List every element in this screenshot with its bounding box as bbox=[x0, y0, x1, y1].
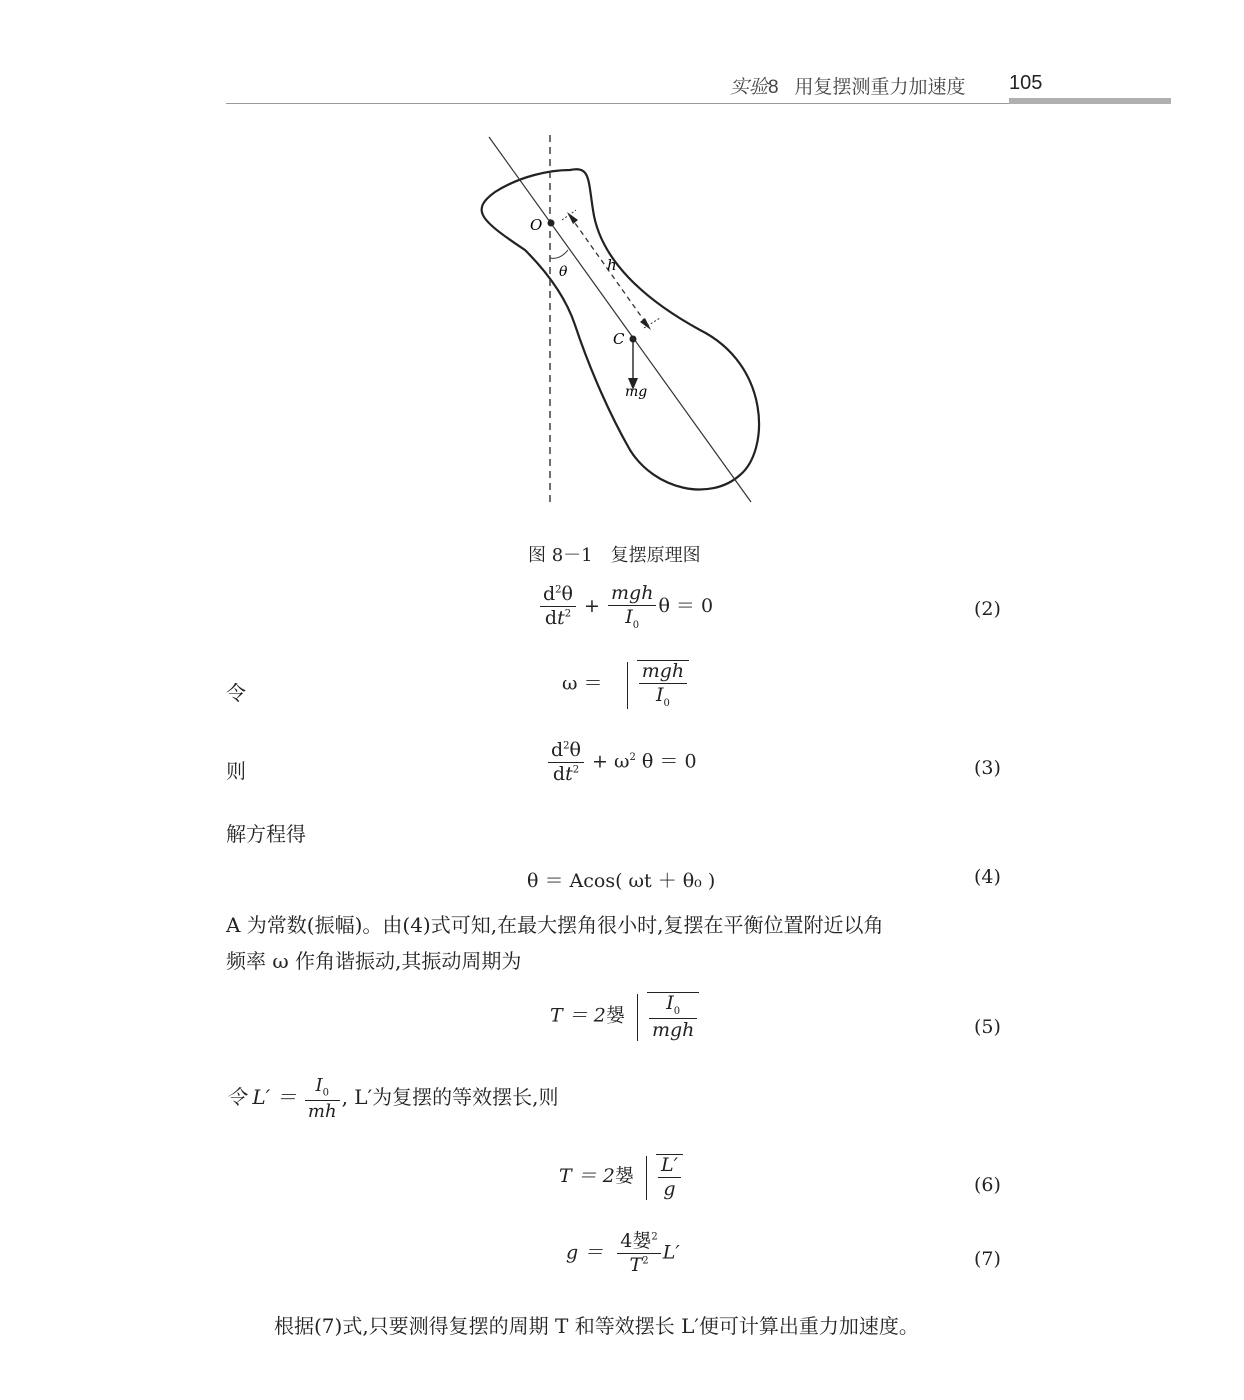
pendulum-axis-line bbox=[489, 137, 751, 502]
header-rule bbox=[226, 103, 1010, 104]
omega-definition bbox=[562, 660, 689, 709]
equation-4-number: (4) bbox=[974, 866, 1001, 888]
eq7-pi: 嫢 bbox=[632, 1230, 652, 1252]
fraction-mgh-I0: $\frac{\text{mgh}}{I_0}$ bbox=[608, 583, 656, 631]
eq5-sqrt bbox=[637, 992, 699, 1041]
equation-6 bbox=[559, 1154, 683, 1200]
equation-5-number: (5) bbox=[974, 1016, 1001, 1038]
eq6-lhs: T ＝ 2 bbox=[559, 1164, 615, 1187]
compound-pendulum-figure bbox=[470, 130, 770, 510]
ling2-suffix: , L′为复摆的等效摆长,则 bbox=[341, 1085, 559, 1110]
paragraph-2: 根据(7)式,只要测得复摆的周期 T 和等效摆长 L′便可计算出重力加速度。 bbox=[274, 1314, 919, 1338]
eq2-tail: θ ＝ 0 bbox=[658, 594, 714, 617]
ling-2-line bbox=[226, 1076, 558, 1121]
equation-2-number: (2) bbox=[974, 598, 1001, 620]
fraction-I0-mh: $\frac{I_0}{mh}$ bbox=[305, 1076, 340, 1121]
omega-sqrt bbox=[627, 660, 689, 709]
equation-2 bbox=[538, 583, 713, 631]
equation-6-number: (6) bbox=[974, 1174, 1001, 1196]
eq5-lhs: T ＝ 2 bbox=[550, 1004, 606, 1027]
label-theta: θ bbox=[559, 264, 568, 280]
page-number: 105 bbox=[1009, 72, 1043, 94]
fraction-mgh-I0-sqrt: $\frac{\text{mgh}}{I_0}$ bbox=[639, 661, 687, 709]
equation-3: $\frac{d^2\theta}{dt^2}$ + $\omega^2$ θ ＝ 0 bbox=[546, 740, 697, 785]
omega-lhs: ω ＝ bbox=[562, 672, 603, 695]
h-arrow-head-bottom bbox=[640, 318, 651, 330]
chapter-title: 用复摆测重力加速度 bbox=[794, 77, 966, 98]
fraction-4pi2-T2: $\frac{4嫢^2}{T^2}$ bbox=[617, 1231, 660, 1276]
pivot-point bbox=[548, 220, 555, 227]
equation-4: θ ＝ Acos( ωt ＋ θ₀ ) bbox=[527, 870, 716, 892]
eq5-pi: 嫢 bbox=[605, 1004, 625, 1027]
equation-7 bbox=[566, 1231, 680, 1276]
figure-caption: 图 8－1 复摆原理图 bbox=[528, 545, 701, 566]
fraction-d2theta-dt2-b: $\frac{d^2\theta}{dt^2}$ bbox=[548, 740, 584, 785]
equation-7-number: (7) bbox=[974, 1248, 1001, 1270]
header-bar bbox=[1009, 98, 1171, 104]
chapter-prefix: 实验 bbox=[730, 77, 769, 98]
label-O: O bbox=[530, 216, 543, 234]
eq7-lhs: g ＝ bbox=[566, 1241, 604, 1264]
label-mg: mg bbox=[625, 384, 648, 400]
theta-arc bbox=[550, 250, 568, 258]
eq6-sqrt bbox=[646, 1154, 683, 1200]
eq6-pi: 嫢 bbox=[614, 1164, 634, 1187]
label-C: C bbox=[613, 330, 625, 348]
ling2-prefix: 令 L′ ＝ bbox=[226, 1085, 297, 1110]
paragraph-1-line-1: A 为常数(振幅)。由(4)式可知,在最大摆角很小时,复摆在平衡位置附近以角 bbox=[226, 913, 884, 937]
running-header bbox=[730, 72, 965, 99]
equation-3-number: (3) bbox=[974, 757, 1001, 779]
eq7-tail: L′ bbox=[662, 1241, 680, 1264]
eq3-middle: + ω bbox=[592, 750, 630, 773]
ling-word-1: 令 bbox=[226, 681, 246, 705]
eq3-tail: θ ＝ 0 bbox=[641, 750, 697, 773]
fraction-I0-mgh: $\frac{I_0}{\text{mgh}}$ bbox=[649, 993, 697, 1041]
fraction-Lprime-g: $\frac{L'}{g}$ bbox=[658, 1155, 681, 1200]
label-h: h bbox=[607, 256, 617, 274]
eq2-plus: + bbox=[584, 594, 600, 617]
h-arrow-head-top bbox=[567, 212, 578, 224]
paragraph-1-line-2: 频率 ω 作角谐振动,其振动周期为 bbox=[226, 949, 522, 973]
equation-5 bbox=[550, 992, 699, 1041]
ze-word: 则 bbox=[226, 759, 246, 783]
fraction-d2theta-dt2: $\frac{d^2\theta}{dt^2}$ bbox=[540, 584, 576, 629]
solve-text: 解方程得 bbox=[226, 822, 306, 846]
chapter-number: 8 bbox=[768, 77, 779, 98]
